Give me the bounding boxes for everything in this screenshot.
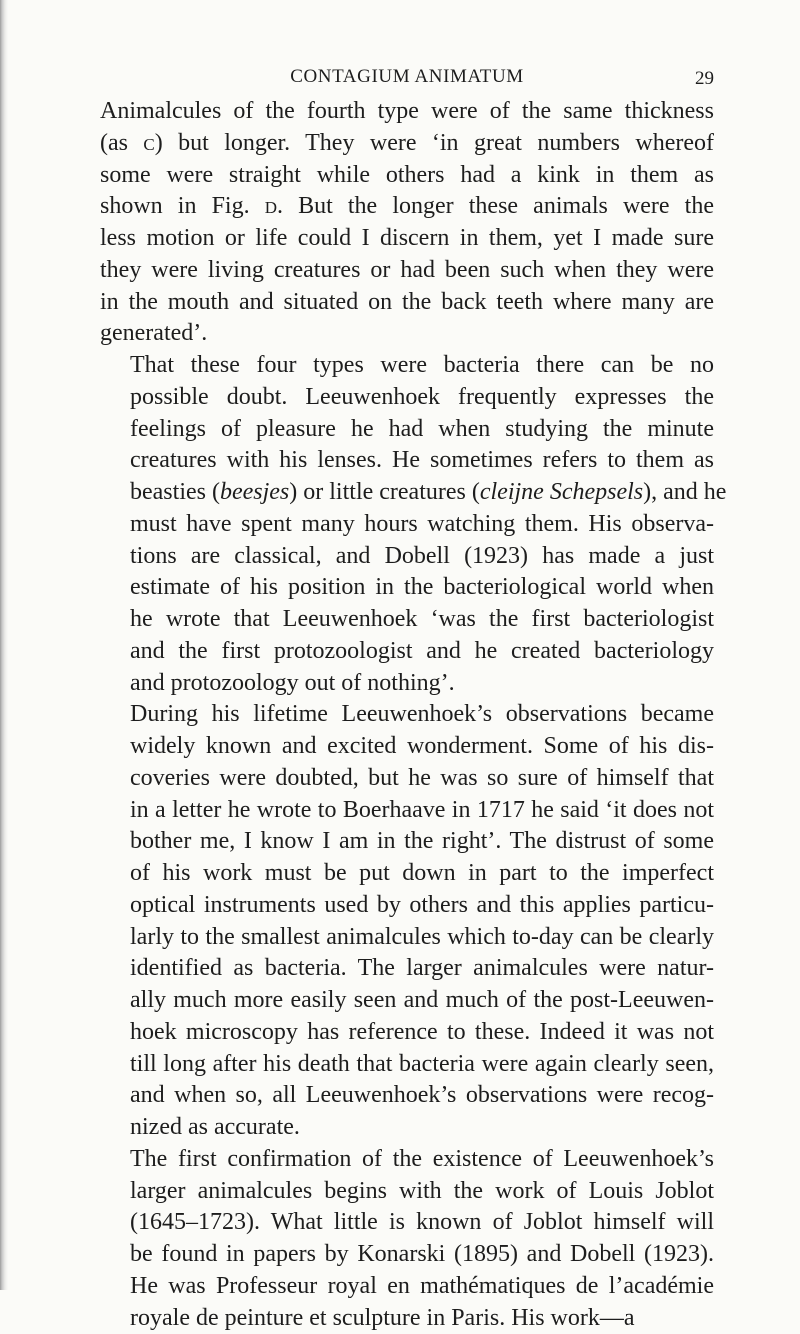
text-line: of his work must be put down in part to the imperfect <box>100 858 714 890</box>
text-line: larly to the smallest animalcules which to-day can be clearly <box>100 922 714 954</box>
paragraph <box>100 699 714 1144</box>
text-line: larger animalcules begins with the work of Louis Joblot <box>100 1176 714 1208</box>
text-line: widely known and excited wonderment. Some of his dis- <box>100 731 714 763</box>
text-line: bother me, I know I am in the right’. The distrust of some <box>100 826 714 858</box>
text-line: identified as bacteria. The larger animalcules were natur- <box>100 953 714 985</box>
paragraph <box>100 350 714 699</box>
text-line: in a letter he wrote to Boerhaave in 1717 he said ‘it does not <box>100 795 714 827</box>
page-edge-shadow <box>0 0 8 1290</box>
text-line: nized as accurate. <box>100 1112 714 1144</box>
text-line: less motion or life could I discern in them, yet I made sure <box>100 223 714 255</box>
text-line: beasties (beesjes) or little creatures (cleijne Schepsels), and he <box>100 477 714 509</box>
text-line: optical instruments used by others and this applies particu- <box>100 890 714 922</box>
text-line: ally much more easily seen and much of the post-Leeuwen- <box>100 985 714 1017</box>
paragraph <box>100 1144 714 1334</box>
text-line: That these four types were bacteria there can be no <box>100 350 714 382</box>
running-head: CONTAGIUM ANIMATUM <box>100 66 714 88</box>
text-line: tions are classical, and Dobell (1923) has made a just <box>100 541 714 573</box>
text-line: generated’. <box>100 318 714 350</box>
text-line: creatures with his lenses. He sometimes refers to them as <box>100 445 714 477</box>
text-line: hoek microscopy has reference to these. Indeed it was not <box>100 1017 714 1049</box>
text-line: coveries were doubted, but he was so sure of himself that <box>100 763 714 795</box>
text-line: in the mouth and situated on the back teeth where many are <box>100 287 714 319</box>
text-line: and the first protozoologist and he created bacteriology <box>100 636 714 668</box>
text-line: royale de peinture et sculpture in Paris. His work—a <box>100 1303 714 1334</box>
text-line: feelings of pleasure he had when studying the minute <box>100 414 714 446</box>
page-header <box>100 66 714 92</box>
text-line: must have spent many hours watching them. His observa- <box>100 509 714 541</box>
body-text <box>100 96 714 1334</box>
text-line: The first confirmation of the existence of Leeuwenhoek’s <box>100 1144 714 1176</box>
page-number: 29 <box>695 68 714 90</box>
text-line: He was Professeur royal en mathématiques de l’académie <box>100 1271 714 1303</box>
text-line: some were straight while others had a kink in them as <box>100 160 714 192</box>
text-line: they were living creatures or had been such when they were <box>100 255 714 287</box>
text-line: estimate of his position in the bacteriological world when <box>100 572 714 604</box>
text-line: and protozoology out of nothing’. <box>100 668 714 700</box>
text-line: During his lifetime Leeuwenhoek’s observations became <box>100 699 714 731</box>
text-line: till long after his death that bacteria were again clearly seen, <box>100 1049 714 1081</box>
text-line: possible doubt. Leeuwenhoek frequently expresses the <box>100 382 714 414</box>
text-line: and when so, all Leeuwenhoek’s observations were recog- <box>100 1080 714 1112</box>
text-line: (1645–1723). What little is known of Joblot himself will <box>100 1207 714 1239</box>
text-line: shown in Fig. d. But the longer these animals were the <box>100 191 714 223</box>
text-line: he wrote that Leeuwenhoek ‘was the first bacteriologist <box>100 604 714 636</box>
paragraph <box>100 96 714 350</box>
text-line: (as c) but longer. They were ‘in great numbers whereof <box>100 128 714 160</box>
text-line: Animalcules of the fourth type were of the same thickness <box>100 96 714 128</box>
text-line: be found in papers by Konarski (1895) and Dobell (1923). <box>100 1239 714 1271</box>
